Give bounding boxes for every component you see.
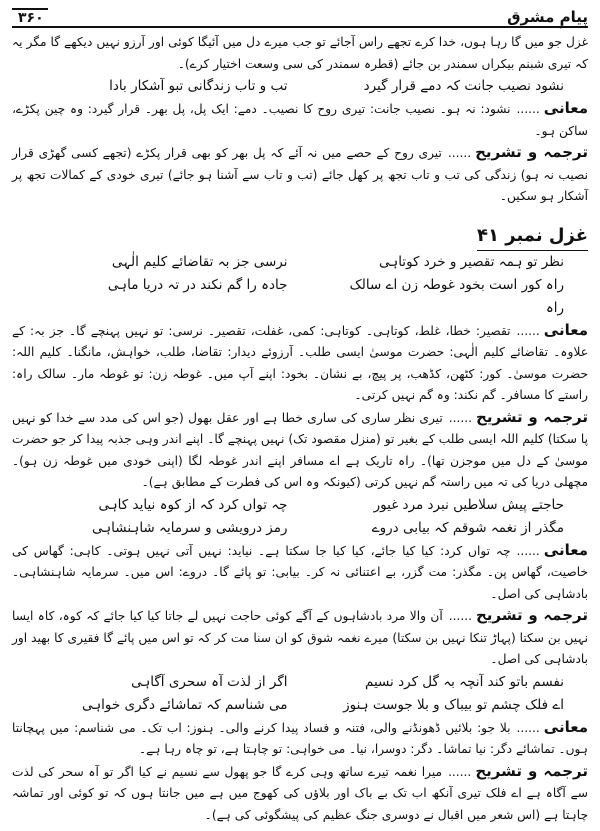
- misra-second: نرسی جز بہ تقاضائے کلیم الٰہی: [111, 253, 288, 270]
- misra-first: مگذر از نغمہ شوقم کہ بیابی دروے: [371, 519, 564, 536]
- dots: ......: [516, 323, 540, 338]
- ghazal-heading: غزل نمبر ۴۱: [477, 222, 588, 251]
- translation-text: میرا نغمہ تیرے ساتھ وہی کرے گا جو پھول سے نسیم نے کیا اگر تو آہ سحر کی لذت سے آگاہ ہے اے فلک تیری آنکھ اب تک بے باک اور بلاؤں کی کھوج میں ہے میں جانتا ہوں کہ تو کوئی اور تماشہ چاہتا ہے (اس شعر میں اقبال نے دوسری جنگ عظیم کی پیشگوئی کی ہے)۔: [12, 764, 588, 822]
- misra-first: نشود نصیب جانت کہ دمے قرار گیرد: [363, 78, 564, 94]
- verse-line: [12, 671, 588, 694]
- translation-label: ترجمہ و تشریح: [475, 761, 588, 780]
- misra-second: تب و تاب زندگانی تبو آشکار بادا: [109, 78, 288, 94]
- verse-line: [12, 251, 588, 274]
- translation-label: ترجمہ و تشریح: [476, 407, 588, 426]
- translation-label: ترجمہ و تشریح: [475, 143, 588, 161]
- meanings-text: چہ تواں کرد: کیا کیا جائے، کیا کیا جا سکتا ہے۔ نیاید: نہیں آتی نہیں ہوتی۔ کاہی: گھاس کی خاصیت، گھاس پن۔ مگذر: مت گزر، بے اعتنائی نہ کر۔ بیابی: تو پائے گا۔ دروے: اس میں۔ سرمایہ شاہنشاہی۔ بادشاہی کی اصل۔: [12, 543, 588, 601]
- verse-line: [12, 517, 588, 540]
- meanings-paragraph: [12, 98, 588, 142]
- meanings-text: تقصیر: خطا، غلط، کوتاہی۔ کوتاہی: کمی، غفلت، تقصیر۔ نرسی: تو نہیں پہنچے گا۔ جز بہ: کے علاوہ۔ تقاضائے کلیم الٰہی: حضرت موسیٰ ایسی طلب۔ آرزوئے دیدار: تقاضا، طلب، خواہش، مانگنا۔ کلیم اللہ: حضرت موسیٰ۔ کور: کٹھن، کڈھب، پر پیچ، بے نشان۔ بخود: اپنے آپ میں۔ غوطہ زن: تو غوطہ مار۔ سالک راہ: راستے کا مسافر۔ گم نکند: وہ گم نہیں کرتی۔: [12, 323, 588, 402]
- verse-line: [12, 494, 588, 517]
- meanings-text: بلا جو: بلائیں ڈھونڈنے والی، فتنہ و فساد پیدا کرنے والی۔ ہنوز: اب تک۔ می شناسم: میں پہچانتا ہوں۔ تماشائے دگر: نیا تماشا۔ دگر: دوسرا، نیا۔ می خواہی: تو چاہتا ہے، تو چاہ رہا ہے۔: [12, 720, 588, 756]
- misra-second: اگر از لذت آہ سحری آگاہی: [131, 673, 288, 690]
- translation-paragraph: [12, 605, 588, 671]
- translation-text: تیری روح کے حصے میں نہ آئے کہ پل بھر کو بھی قرار پکڑے (تجھے کسی گھڑی قرار نصیب نہ ہو) زندگی کی تب و تاب تجھ پر کھل جائے (تب و تاب سے آشنا ہو جائے) تیری خودی کے کمالات تجھ پر آشکار ہو سکیں۔: [12, 146, 588, 203]
- page-number: ۳۶۰: [12, 8, 48, 26]
- meanings-text: نشود: نہ ہو۔ نصیب جانت: تیری روح کا نصیب۔ دمے: ایک پل، پل بھر۔ قرار گیرد: وہ چین پکڑے، ساکن ہو۔: [12, 102, 588, 138]
- misra-second: جادہ را گم نکند در تہ دریا ماہی: [107, 276, 288, 293]
- verse-line: [12, 75, 588, 98]
- intro-paragraph: غزل جو میں گا رہا ہوں، خدا کرے تجھے راس آجائے تو جب میرے دل میں آئیگا کوئی اور آرزو نہیں دیکھے گا مگر یہ کہ تیری شبنم بیکراں سمندر بن جائے (قطرہ سمندر کی سی وسعت اختیار کرے)۔: [12, 35, 588, 71]
- translation-text: آن والا مرد بادشاہوں کے آگے کوئی حاجت نہیں لے جاتا کیا کیا جائے کہ کوہ، کاہ ایسا نہیں بن سکتا (پہاڑ تنکا نہیں بن سکتا) میرے نغمہ شوق کو ان سنا مت کر کہ تو اس میں پائے گا فقیری کا بھید اور بادشاہی کی اصل۔: [12, 609, 588, 666]
- dots: ......: [448, 764, 472, 779]
- misra-first: اے فلک چشم تو بیباک و بلا جوست ہنوز: [343, 696, 564, 713]
- meanings-paragraph: [12, 540, 588, 606]
- dots: ......: [448, 609, 472, 623]
- meanings-paragraph: [12, 717, 588, 761]
- meanings-label: معانی: [543, 717, 588, 736]
- dots: ......: [447, 146, 472, 160]
- misra-second: می شناسم کہ تماشائے دگری خواہی: [81, 696, 288, 713]
- translation-paragraph: [12, 142, 588, 208]
- dots: ......: [516, 543, 540, 558]
- translation-paragraph: [12, 761, 588, 827]
- misra-first: نظر تو ہمہ تقصیر و خرد کوتاہی: [379, 253, 564, 270]
- misra-first: حاجتے پیش سلاطیں نبرد مرد غیور: [373, 496, 564, 513]
- dots: ......: [516, 720, 540, 735]
- meanings-paragraph: [12, 320, 588, 407]
- verse-line: [12, 274, 588, 320]
- meanings-label: معانی: [543, 99, 588, 117]
- dots: ......: [448, 410, 473, 425]
- book-title: پیامِ مشرق: [507, 8, 588, 26]
- misra-first: راہ کور است بخود غوطہ زن اے سالک راہ: [349, 276, 564, 316]
- misra-first: نفسم باتو کند آنچہ بہ گل کرد نسیم: [364, 673, 564, 690]
- running-header: [12, 4, 588, 28]
- translation-text: تیری نظر ساری کی ساری خطا ہے اور عقل بھول (جو اس کی مدد سے خدا کو نہیں پا سکتا) کلیم اللہ ایسی طلب کے بغیر تو (منزل مقصود تک) نہیں پہنچے گا۔ اپنے اندر وہی جذبہ پیدا کر جو حضرت موسیٰ کے دل میں موجزن تھا)۔ راہ تاریک ہے اے مسافر اپنے اندر غوطہ لگا (اپنی خودی میں غوطہ زن ہو)۔ مچھلی دریا کی تہ میں راستہ گم نہیں کرتی (کیونکہ وہ اس کی فطرت کے مطابق ہے)۔: [12, 410, 588, 489]
- translation-label: ترجمہ و تشریح: [475, 606, 588, 624]
- misra-second: چہ تواں کرد کہ از کوہ نیاید کاہی: [98, 496, 288, 513]
- meanings-label: معانی: [543, 540, 588, 559]
- translation-paragraph: [12, 407, 588, 494]
- dots: ......: [516, 102, 540, 116]
- verse-line: [12, 694, 588, 717]
- misra-second: رمز درویشی و سرمایہ شاہنشاہی: [92, 519, 288, 536]
- meanings-label: معانی: [543, 320, 588, 339]
- book-page: [12, 0, 588, 826]
